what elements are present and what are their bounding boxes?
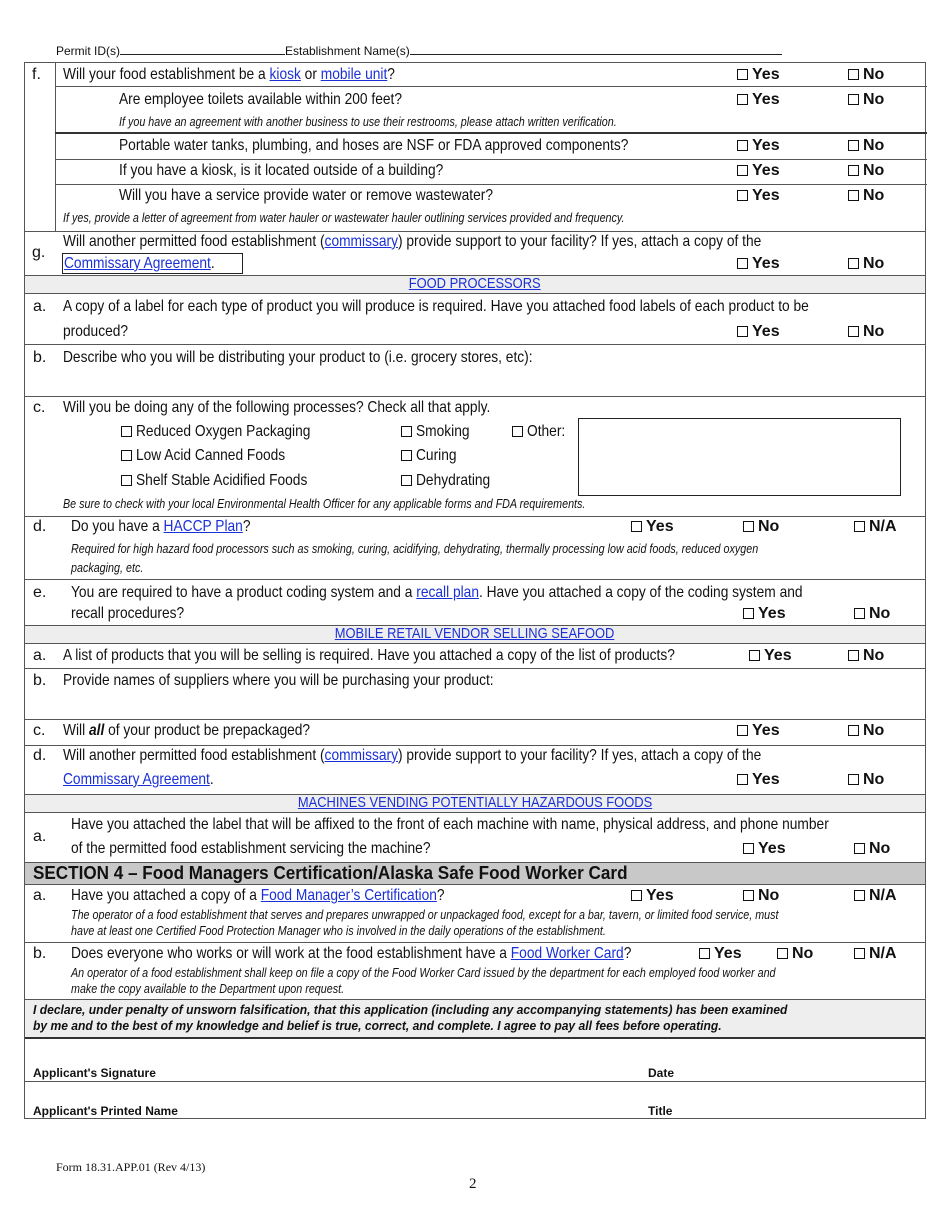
checkbox-icon <box>777 948 788 959</box>
checkbox-icon <box>512 426 523 437</box>
checkbox-icon <box>854 890 865 901</box>
checkbox-icon <box>121 475 132 486</box>
commissary-agreement-field[interactable]: Commissary Agreement. <box>62 253 243 274</box>
checkbox-icon <box>848 165 859 176</box>
checkbox-icon <box>854 608 865 619</box>
f-no-checkbox[interactable]: No <box>848 65 884 85</box>
section4-title: SECTION 4 – Food Managers Certification/Alaska Safe Food Worker Card <box>33 863 628 883</box>
permit-id-field[interactable] <box>120 44 285 55</box>
question-fp-e-cont: recall procedures? <box>71 605 185 622</box>
f-yes-checkbox[interactable]: Yes <box>737 65 780 85</box>
checkbox-icon <box>854 521 865 532</box>
item-letter: a. <box>33 828 47 845</box>
food-processors-heading <box>25 275 925 293</box>
f4-no-checkbox[interactable]: No <box>848 186 884 206</box>
page-number: 2 <box>469 1176 477 1192</box>
checkbox-icon <box>848 140 859 151</box>
commissary-link-2[interactable]: commissary <box>324 747 398 764</box>
checkbox-icon <box>743 521 754 532</box>
commissary-agreement-link-2[interactable]: Commissary Agreement <box>63 771 210 788</box>
commissary-link[interactable]: commissary <box>324 233 398 250</box>
question-sf-d: Will another permitted food establishment (commissary) provide support to your facility? If yes, attach a copy of the <box>63 747 762 764</box>
fp-a-no-checkbox[interactable]: No <box>848 322 884 342</box>
checkbox-icon <box>848 326 859 337</box>
question-f: Will your food establishment be a kiosk or mobile unit? <box>63 66 395 83</box>
mobile-unit-link[interactable]: mobile unit <box>320 66 388 83</box>
question-f1: Are employee toilets available within 200 feet? <box>119 91 403 108</box>
fp-a-yes-checkbox[interactable]: Yes <box>737 322 780 342</box>
item-letter: b. <box>33 672 47 689</box>
declaration-text: I declare, under penalty of unsworn falsification, that this application (including any accompanying statements) has been examined <box>33 1002 788 1017</box>
letter-column-divider <box>55 63 56 231</box>
f2-yes-checkbox[interactable]: Yes <box>737 136 780 156</box>
checkbox-icon <box>737 140 748 151</box>
checkbox-icon <box>848 69 859 80</box>
f3-yes-checkbox[interactable]: Yes <box>737 161 780 181</box>
low-acid-canned-checkbox[interactable]: Low Acid Canned Foods <box>121 446 309 466</box>
sf-a-yes-checkbox[interactable]: Yes <box>749 646 792 666</box>
item-letter: a. <box>33 647 47 664</box>
applicant-signature-label: Applicant's Signature <box>33 1066 156 1080</box>
checkbox-icon <box>743 843 754 854</box>
note-s4-b: An operator of a food establishment shall keep on file a copy of the Food Worker Card issued by the department for each employed food worker and <box>71 966 776 980</box>
establishment-name-label: Establishment Name(s) <box>285 44 410 58</box>
food-processors-link[interactable]: FOOD PROCESSORS <box>409 275 541 292</box>
dehydrating-checkbox[interactable]: Dehydrating <box>401 471 502 491</box>
checkbox-icon <box>737 190 748 201</box>
question-fp-c: Will you be doing any of the following processes? Check all that apply. <box>63 399 491 416</box>
sf-d-no-checkbox[interactable]: No <box>848 770 884 790</box>
checkbox-icon <box>699 948 710 959</box>
permit-id-label: Permit ID(s) <box>56 44 120 58</box>
form-header <box>56 44 782 58</box>
note-f1: If you have an agreement with another business to use their restrooms, please attach written verification. <box>119 115 617 129</box>
seafood-heading <box>25 625 925 643</box>
question-sf-d-cont: Commissary Agreement. <box>63 771 214 788</box>
checkbox-icon <box>854 843 865 854</box>
commissary-agreement-link[interactable]: Commissary Agreement <box>64 255 211 272</box>
suppliers-answer-field[interactable] <box>63 693 913 717</box>
question-sf-a: A list of products that you will be selling is required. Have you attached a copy of the list of products? <box>63 647 675 664</box>
item-letter: d. <box>33 747 47 764</box>
question-f4: Will you have a service provide water or remove wastewater? <box>119 187 493 204</box>
item-letter: c. <box>33 399 46 416</box>
signature-date-field[interactable] <box>648 1041 918 1065</box>
smoking-checkbox[interactable]: Smoking <box>401 422 478 442</box>
food-worker-card-link[interactable]: Food Worker Card <box>510 945 624 962</box>
establishment-name-field[interactable] <box>410 44 782 55</box>
other-process-input[interactable] <box>578 418 901 496</box>
f2-no-checkbox[interactable]: No <box>848 136 884 156</box>
note-s4-a-cont: have at least one Certified Food Protection Manager who is involved in the daily operations of the establishment. <box>71 924 606 938</box>
f3-no-checkbox[interactable]: No <box>848 161 884 181</box>
applicant-printed-name-field[interactable] <box>33 1084 633 1104</box>
checkbox-icon <box>737 774 748 785</box>
question-vend-a: Have you attached the label that will be affixed to the front of each machine with name, physical address, and phone number <box>71 816 829 833</box>
haccp-plan-link[interactable]: HACCP Plan <box>163 518 243 535</box>
question-fp-e: You are required to have a product coding system and a recall plan. Have you attached a copy of the coding system and <box>71 584 803 601</box>
checkbox-icon <box>631 521 642 532</box>
applicant-signature-field[interactable] <box>33 1041 633 1065</box>
checkbox-icon <box>749 650 760 661</box>
sf-a-no-checkbox[interactable]: No <box>848 646 884 666</box>
checkbox-icon <box>848 94 859 105</box>
note-s4-a: The operator of a food establishment that serves and prepares unwrapped or unpackaged food, except for a bar, tavern, or limited food service, must <box>71 908 779 922</box>
checkbox-icon <box>848 258 859 269</box>
note-fp-c: Be sure to check with your local Environmental Health Officer for any applicable forms and FDA requirements. <box>63 497 586 511</box>
s4-a-no-checkbox[interactable]: No <box>743 886 779 906</box>
kiosk-link[interactable]: kiosk <box>269 66 301 83</box>
checkbox-icon <box>737 69 748 80</box>
s4-a-na-checkbox[interactable]: N/A <box>854 886 897 906</box>
form-id: Form 18.31.APP.01 (Rev 4/13) <box>56 1160 206 1174</box>
checkbox-icon <box>737 326 748 337</box>
recall-plan-link[interactable]: recall plan <box>416 584 479 601</box>
checkbox-icon <box>737 258 748 269</box>
item-letter: f. <box>32 66 41 83</box>
s4-b-no-checkbox[interactable]: No <box>777 944 813 964</box>
f1-yes-checkbox[interactable]: Yes <box>737 90 780 110</box>
checkbox-icon <box>743 608 754 619</box>
note-f: If yes, provide a letter of agreement from water hauler or wastewater hauler outlining services provided and frequency. <box>63 211 625 225</box>
f1-no-checkbox[interactable]: No <box>848 90 884 110</box>
vending-link[interactable]: MACHINES VENDING POTENTIALLY HAZARDOUS FOODS <box>297 794 653 811</box>
s4-b-yes-checkbox[interactable]: Yes <box>699 944 742 964</box>
f4-yes-checkbox[interactable]: Yes <box>737 186 780 206</box>
sf-d-yes-checkbox[interactable]: Yes <box>737 770 780 790</box>
checkbox-icon <box>848 774 859 785</box>
note-fp-d: Required for high hazard food processors such as smoking, curing, acidifying, dehydrating, thermally processing low acid foods, reduced oxygen <box>71 542 759 556</box>
sf-c-yes-checkbox[interactable]: Yes <box>737 721 780 741</box>
question-fp-b: Describe who you will be distributing your product to (i.e. grocery stores, etc): <box>63 349 533 366</box>
fp-e-no-checkbox[interactable]: No <box>854 604 890 624</box>
question-s4-b: Does everyone who works or will work at the food establishment have a Food Worker Card? <box>71 945 632 962</box>
question-f2: Portable water tanks, plumbing, and hoses are NSF or FDA approved components? <box>119 137 629 154</box>
fp-e-yes-checkbox[interactable]: Yes <box>743 604 786 624</box>
fp-d-no-checkbox[interactable]: No <box>743 517 779 537</box>
item-letter: e. <box>33 584 47 601</box>
vending-heading <box>25 794 925 812</box>
checkbox-icon <box>848 650 859 661</box>
question-sf-b: Provide names of suppliers where you will be purchasing your product: <box>63 672 494 689</box>
question-fp-a: A copy of a label for each type of product you will produce is required. Have you attached food labels of each product to be <box>63 298 809 315</box>
checkbox-icon <box>401 450 412 461</box>
item-letter: a. <box>33 298 47 315</box>
vend-a-no-checkbox[interactable]: No <box>854 839 890 859</box>
checkbox-icon <box>401 475 412 486</box>
item-letter: d. <box>33 518 47 535</box>
title-label: Title <box>648 1104 673 1118</box>
note-fp-d-cont: packaging, etc. <box>71 561 144 575</box>
checkbox-icon <box>737 165 748 176</box>
applicant-title-field[interactable] <box>648 1084 918 1104</box>
checkbox-icon <box>401 426 412 437</box>
applicant-printed-name-label: Applicant's Printed Name <box>33 1104 178 1118</box>
checkbox-icon <box>854 948 865 959</box>
item-letter: a. <box>33 887 47 904</box>
other-process-checkbox[interactable]: Other: <box>512 422 571 442</box>
fp-d-na-checkbox[interactable]: N/A <box>854 517 897 537</box>
question-g: Will another permitted food establishment (commissary) provide support to your facility? If yes, attach a copy of the <box>63 233 762 250</box>
s4-a-yes-checkbox[interactable]: Yes <box>631 886 674 906</box>
item-letter: c. <box>33 722 46 739</box>
g-yes-checkbox[interactable]: Yes <box>737 254 780 274</box>
question-vend-a-cont: of the permitted food establishment servicing the machine? <box>71 840 431 857</box>
question-f3: If you have a kiosk, is it located outside of a building? <box>119 162 444 179</box>
seafood-link[interactable]: MOBILE RETAIL VENDOR SELLING SEAFOOD <box>335 625 615 642</box>
checkbox-icon <box>743 890 754 901</box>
checkbox-icon <box>737 725 748 736</box>
question-sf-c: Will all of your product be prepackaged? <box>63 722 311 739</box>
checkbox-icon <box>848 725 859 736</box>
note-s4-b-cont: make the copy available to the Department upon request. <box>71 982 345 996</box>
vend-a-yes-checkbox[interactable]: Yes <box>743 839 786 859</box>
question-fp-a-cont: produced? <box>63 323 129 340</box>
distribution-answer-field[interactable] <box>63 369 913 393</box>
s4-b-na-checkbox[interactable]: N/A <box>854 944 897 964</box>
g-no-checkbox[interactable]: No <box>848 254 884 274</box>
rop-checkbox[interactable]: Reduced Oxygen Packaging <box>121 422 339 442</box>
food-managers-certification-link[interactable]: Food Manager’s Certification <box>260 887 437 904</box>
question-fp-d: Do you have a HACCP Plan? <box>71 518 251 535</box>
question-s4-a: Have you attached a copy of a Food Manager’s Certification? <box>71 887 445 904</box>
fp-d-yes-checkbox[interactable]: Yes <box>631 517 674 537</box>
sf-c-no-checkbox[interactable]: No <box>848 721 884 741</box>
checkbox-icon <box>848 190 859 201</box>
curing-checkbox[interactable]: Curing <box>401 446 463 466</box>
item-letter: b. <box>33 945 47 962</box>
checkbox-icon <box>121 450 132 461</box>
checkbox-icon <box>121 426 132 437</box>
checkbox-icon <box>737 94 748 105</box>
application-form-table <box>24 62 926 1119</box>
declaration-text-cont: by me and to the best of my knowledge and belief is true, correct, and complete. I agree to pay all fees before operating. <box>33 1018 722 1033</box>
date-label: Date <box>648 1066 675 1080</box>
checkbox-icon <box>631 890 642 901</box>
shelf-stable-acidified-checkbox[interactable]: Shelf Stable Acidified Foods <box>121 471 335 491</box>
item-letter: b. <box>33 349 47 366</box>
item-letter: g. <box>32 244 46 261</box>
